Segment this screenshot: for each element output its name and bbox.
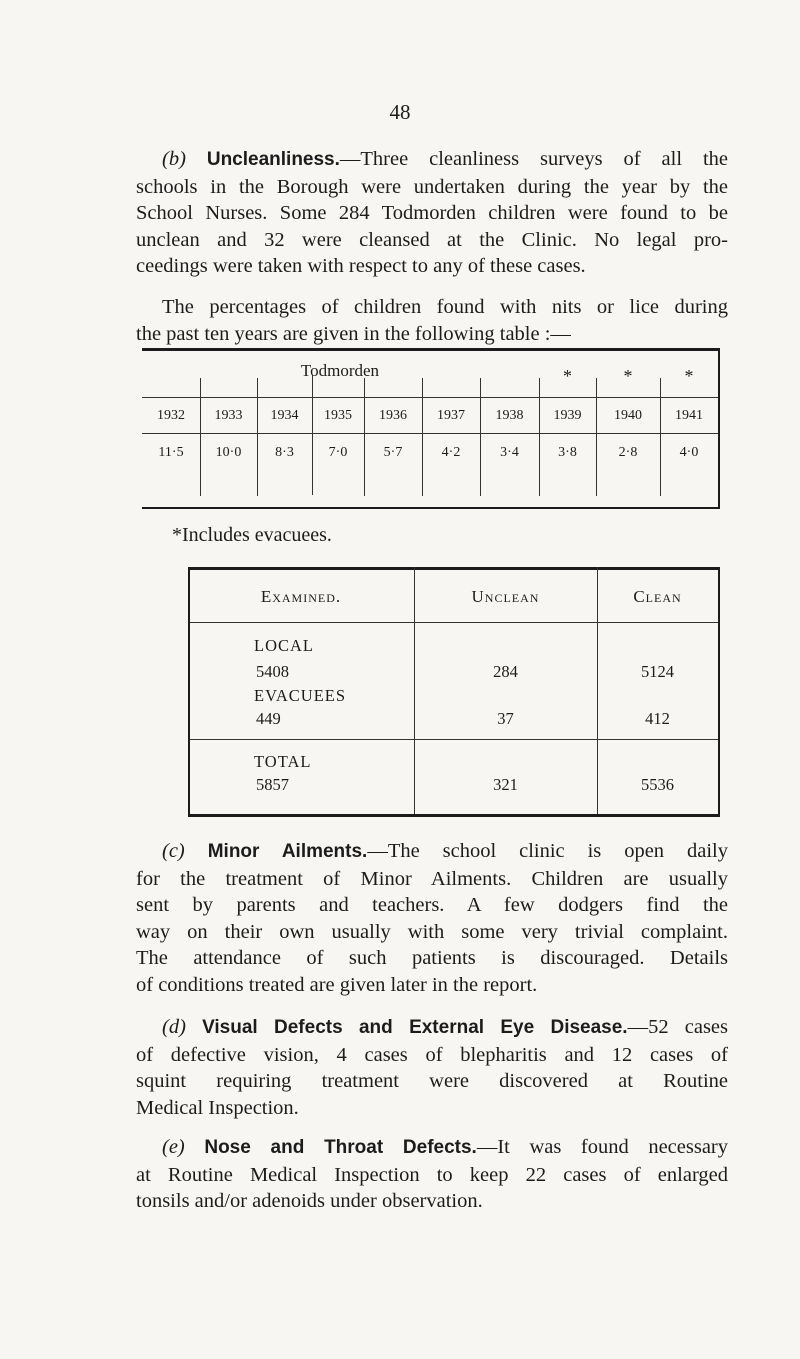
section-e-line-1: at Routine Medical Inspection to keep 22 cases of enlarged: [136, 1163, 728, 1186]
value-1935: 7·0: [328, 445, 348, 460]
intro-line-0: The percentages of children found with nits or lice during: [162, 296, 728, 318]
local-examined: 5408: [256, 662, 289, 681]
local-unclean: 284: [493, 662, 518, 681]
year-1932: 1932: [157, 408, 185, 423]
section-e-line-0: —It was found necessary: [476, 1136, 728, 1158]
value-1932: 11·5: [158, 445, 184, 460]
section-c-line-0: —The school clinic is open daily: [367, 840, 728, 862]
year-1934: 1934: [270, 408, 299, 423]
page-number: 48: [389, 100, 411, 124]
evacuees-footnote: *Includes evacuees.: [172, 524, 332, 546]
value-1939: 3·8: [558, 445, 577, 460]
evacuees-examined: 449: [256, 709, 281, 728]
section-b-line-0: —Three cleanliness surveys of all the: [339, 148, 729, 170]
value-1934: 8·3: [275, 445, 294, 460]
year-1936: 1936: [379, 408, 407, 423]
total-examined: 5857: [256, 775, 289, 794]
year-1937: 1937: [437, 408, 465, 423]
header-examined: Examined.: [260, 587, 342, 606]
section-e-label: (e): [162, 1136, 185, 1158]
section-b-line-3: unclean and 32 were cleansed at the Clinic. No legal pro-: [136, 228, 728, 251]
local-clean: 5124: [641, 662, 674, 681]
section-e-heading: Nose and Throat Defects.: [204, 1137, 477, 1158]
section-c-line-2: sent by parents and teachers. A few dodgers find the: [136, 894, 728, 916]
total-label: TOTAL: [254, 752, 312, 771]
section-c-line-5: of conditions treated are given later in the report.: [136, 973, 538, 996]
section-b-label: (b): [162, 148, 186, 170]
section-d-heading: Visual Defects and External Eye Disease.: [202, 1017, 628, 1038]
todmorden-group-label: Todmorden: [300, 361, 380, 380]
section-d-line-0: —52 cases: [627, 1016, 729, 1038]
total-unclean: 321: [493, 775, 518, 794]
value-1937: 4·2: [441, 445, 461, 460]
section-b-line-2: School Nurses. Some 284 Todmorden children were found to be: [136, 202, 728, 224]
year-1938: 1938: [495, 408, 524, 423]
section-c-paragraph: [136, 838, 728, 998]
intro-paragraph: [136, 294, 728, 347]
section-d-paragraph: [136, 1014, 728, 1121]
section-c-line-3: way on their own usually with some very trivial complaint.: [136, 920, 728, 943]
header-clean: Clean: [633, 587, 682, 606]
asterisk-1941: *: [684, 366, 694, 386]
section-c-heading: Minor Ailments.: [207, 841, 368, 862]
section-e-paragraph: [136, 1134, 728, 1215]
value-1933: 10·0: [215, 445, 242, 460]
section-b-paragraph: [136, 146, 728, 280]
value-1936: 5·7: [383, 445, 403, 460]
total-clean: 5536: [641, 775, 674, 794]
year-1935: 1935: [324, 408, 352, 423]
evacuees-unclean: 37: [497, 709, 514, 728]
section-b-heading: Uncleanliness.: [206, 149, 340, 170]
section-d-line-1: of defective vision, 4 cases of blepharitis and 12 cases of: [136, 1043, 728, 1066]
year-1933: 1933: [214, 408, 243, 423]
section-d-line-2: squint requiring treatment were discovered at Routine: [136, 1070, 728, 1092]
header-unclean: Unclean: [471, 587, 540, 606]
evacuees-label: EVACUEES: [254, 686, 347, 705]
asterisk-1939: *: [563, 366, 572, 386]
intro-line-1: the past ten years are given in the following table :—: [136, 322, 571, 345]
section-e-line-2: tonsils and/or adenoids under observation.: [136, 1190, 483, 1212]
section-b-line-1: schools in the Borough were undertaken during the year by the: [136, 175, 728, 198]
section-c-line-1: for the treatment of Minor Ailments. Children are usually: [136, 867, 728, 890]
year-1939: 1939: [553, 408, 582, 423]
value-1941: 4·0: [679, 445, 699, 460]
year-1940: 1940: [614, 408, 642, 423]
value-1940: 2·8: [618, 445, 638, 460]
section-c-label: (c): [162, 840, 185, 862]
section-d-line-3: Medical Inspection.: [136, 1096, 299, 1119]
asterisk-1940: *: [623, 366, 633, 386]
section-d-label: (d): [162, 1016, 186, 1038]
value-1938: 3·4: [500, 445, 519, 460]
evacuees-clean: 412: [645, 709, 670, 728]
year-1941: 1941: [675, 408, 703, 423]
local-label: LOCAL: [254, 636, 314, 655]
section-c-line-4: The attendance of such patients is discouraged. Details: [136, 947, 728, 969]
section-b-line-4: ceedings were taken with respect to any of these cases.: [136, 255, 586, 277]
